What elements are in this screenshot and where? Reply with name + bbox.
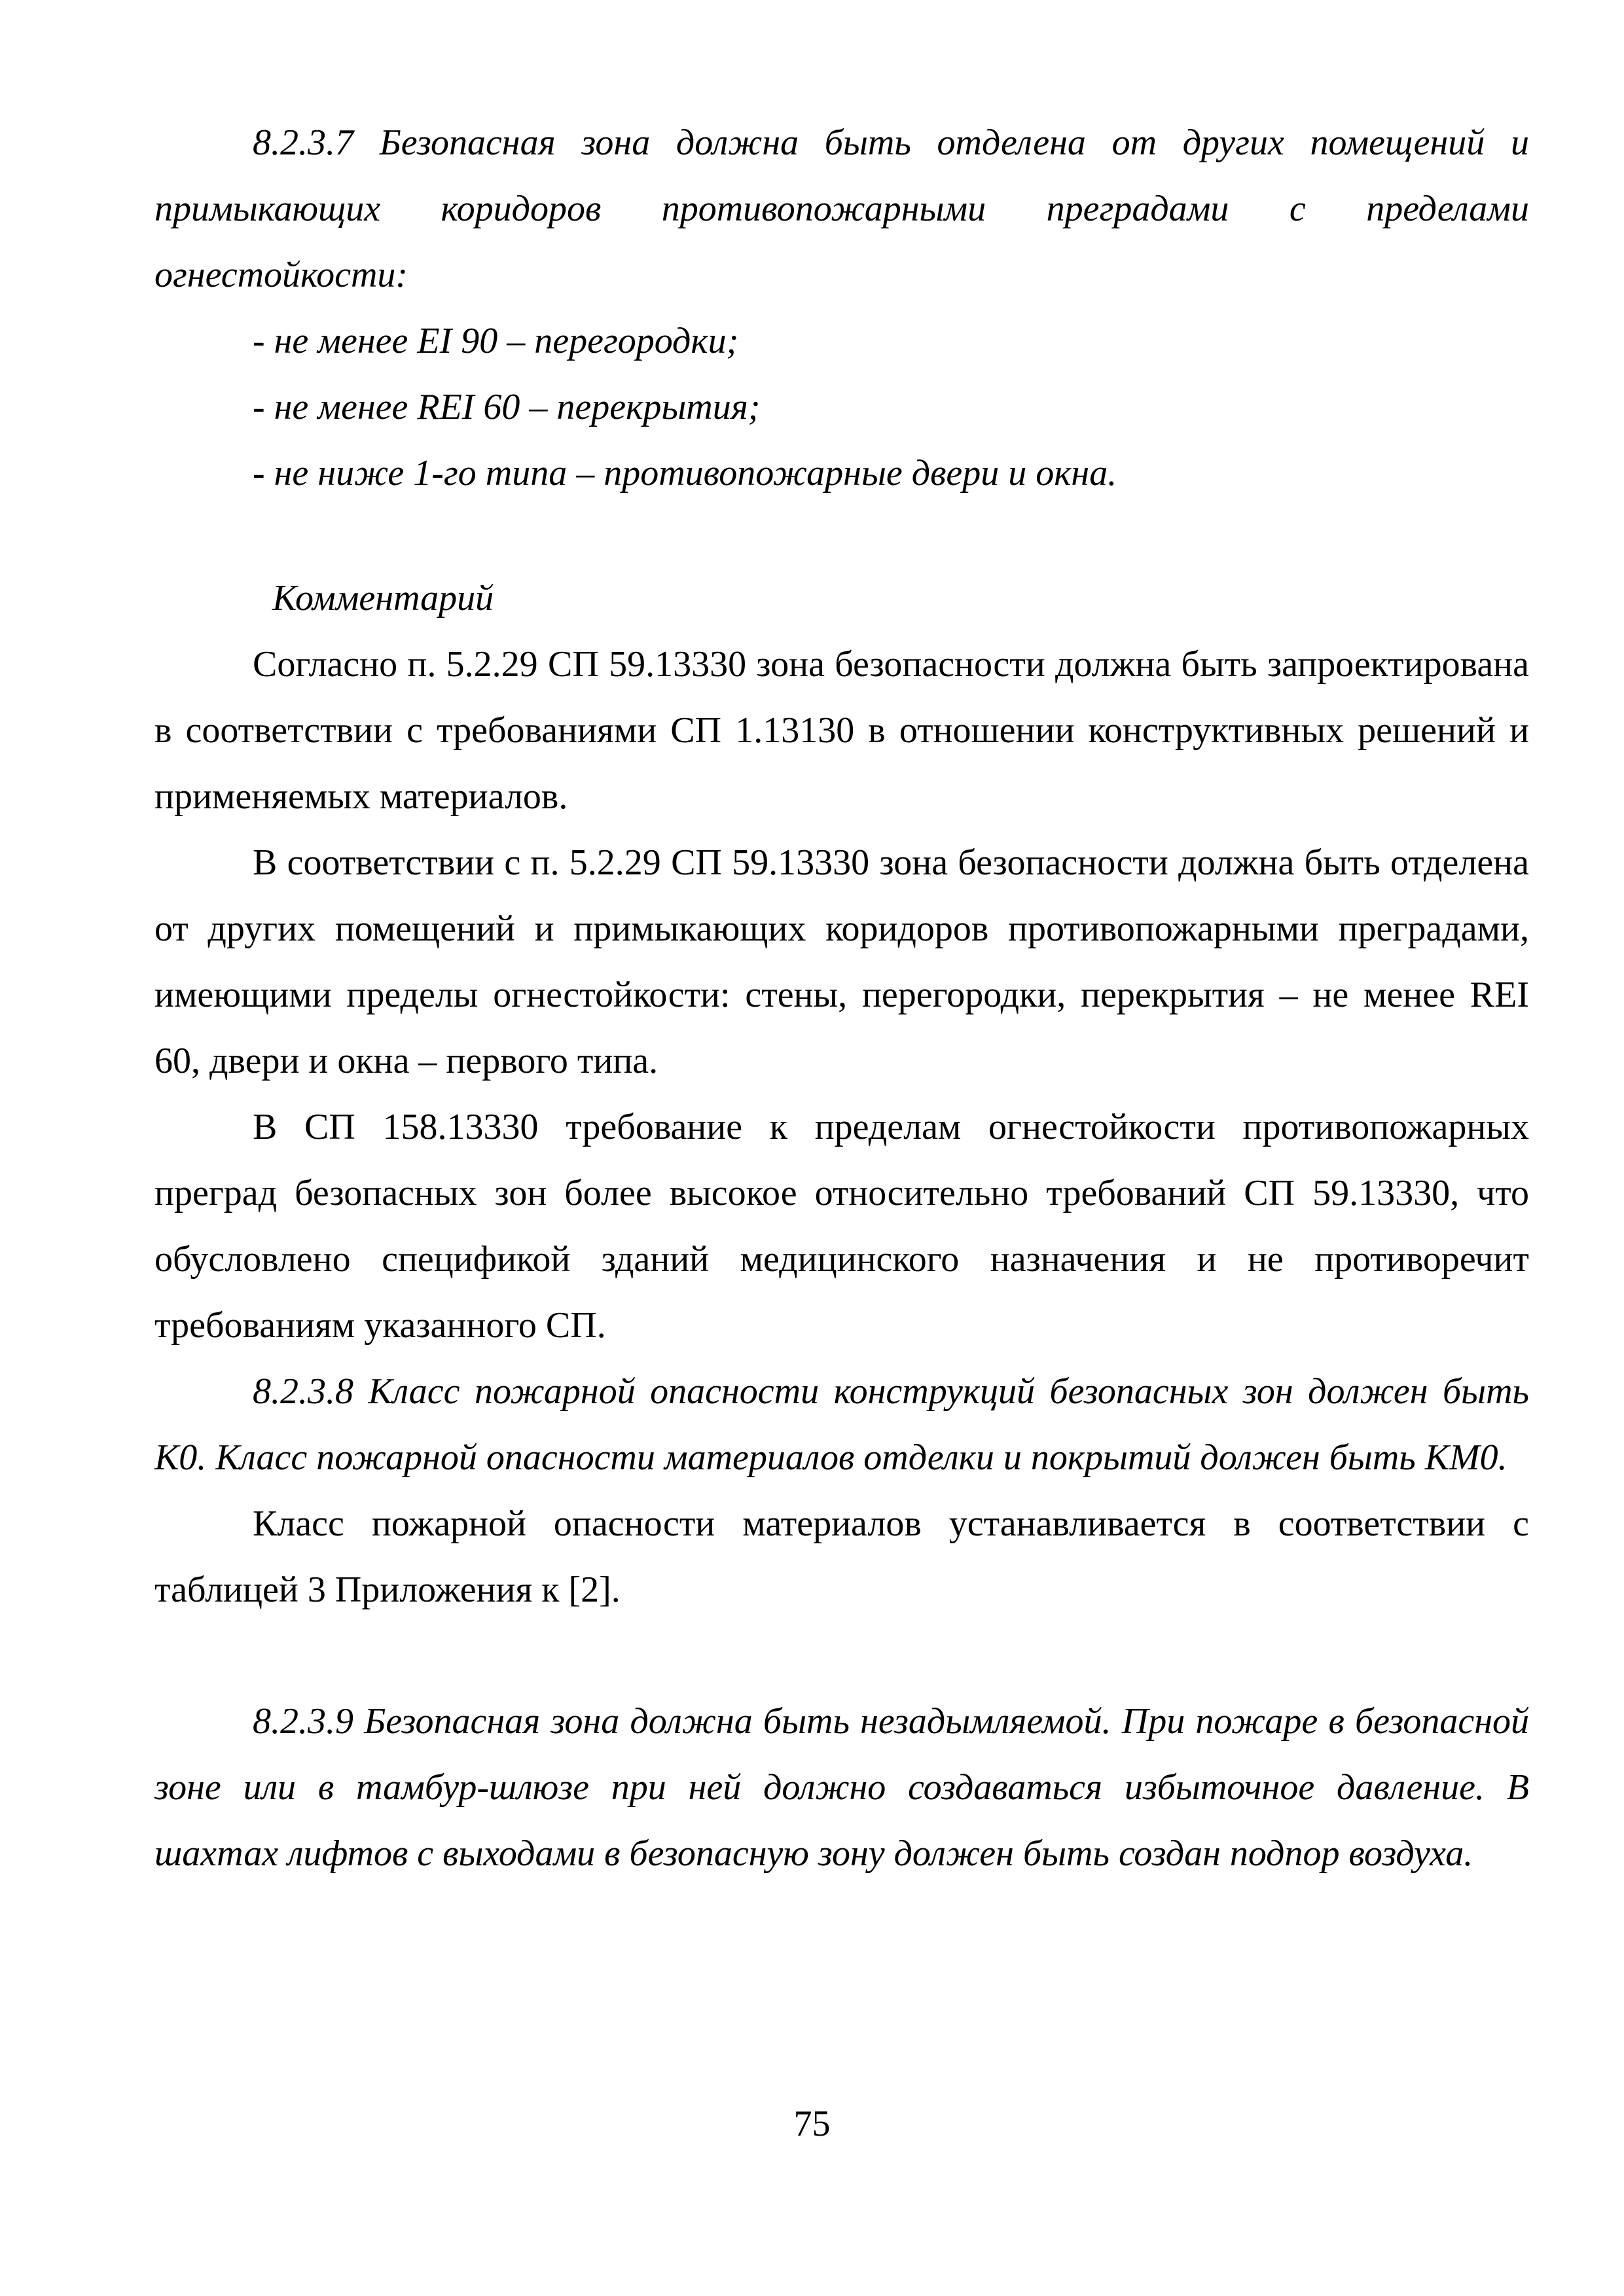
comment-paragraph-2: В соответствии с п. 5.2.29 СП 59.13330 зона безопасности должна быть отделена от других помещений и примыкающих коридоров противопожарными преградами, имеющими пределы огнестойкости: стены, перегородки, перекрытия – не менее REI 60, двери и окна – первого типа. [154,842,1529,1081]
clause-8-2-3-7-item-1: - не менее EI 90 – перегородки; [253,321,739,361]
spacer [154,507,1529,565]
clause-8-2-3-8-note: Класс пожарной опасности материалов устанавливается в соответствии с таблицей 3 Приложения к [2]. [154,1503,1529,1610]
comment-title: Комментарий [272,578,494,619]
clause-8-2-3-9: 8.2.3.9 Безопасная зона должна быть незадымляемой. При пожаре в безопасной зоне или в тамбур-шлюзе при ней должно создаваться избыточное давление. В шахтах лифтов с выходами в безопасную зону должен быть создан подпор воздуха. [154,1701,1529,1874]
page-number: 75 [793,2104,831,2144]
spacer [154,1623,1529,1689]
clause-8-2-3-7: 8.2.3.7 Безопасная зона должна быть отделена от других помещений и примыкающих коридоров противопожарными преградами с пределами огнестойкости: [154,122,1529,295]
comment-paragraph-3: В СП 158.13330 требование к пределам огнестойкости противопожарных преград безопасных зон более высокое относительно требований СП 59.13330, что обусловлено спецификой зданий медицинского назначения и не противоречит требованиям указанного СП. [154,1107,1529,1346]
clause-8-2-3-8: 8.2.3.8 Класс пожарной опасности конструкций безопасных зон должен быть К0. Класс пожарной опасности материалов отделки и покрытий должен быть КМ0. [154,1371,1529,1478]
clause-8-2-3-7-item-2: - не менее REI 60 – перекрытия; [253,387,761,427]
clause-8-2-3-7-item-3: - не ниже 1-го типа – противопожарные двери и окна. [253,453,1117,493]
document-body [154,110,1529,1887]
comment-paragraph-1: Согласно п. 5.2.29 СП 59.13330 зона безопасности должна быть запроектирована в соответствии с требованиями СП 1.13130 в отношении конструктивных решений и применяемых материалов. [154,644,1529,817]
